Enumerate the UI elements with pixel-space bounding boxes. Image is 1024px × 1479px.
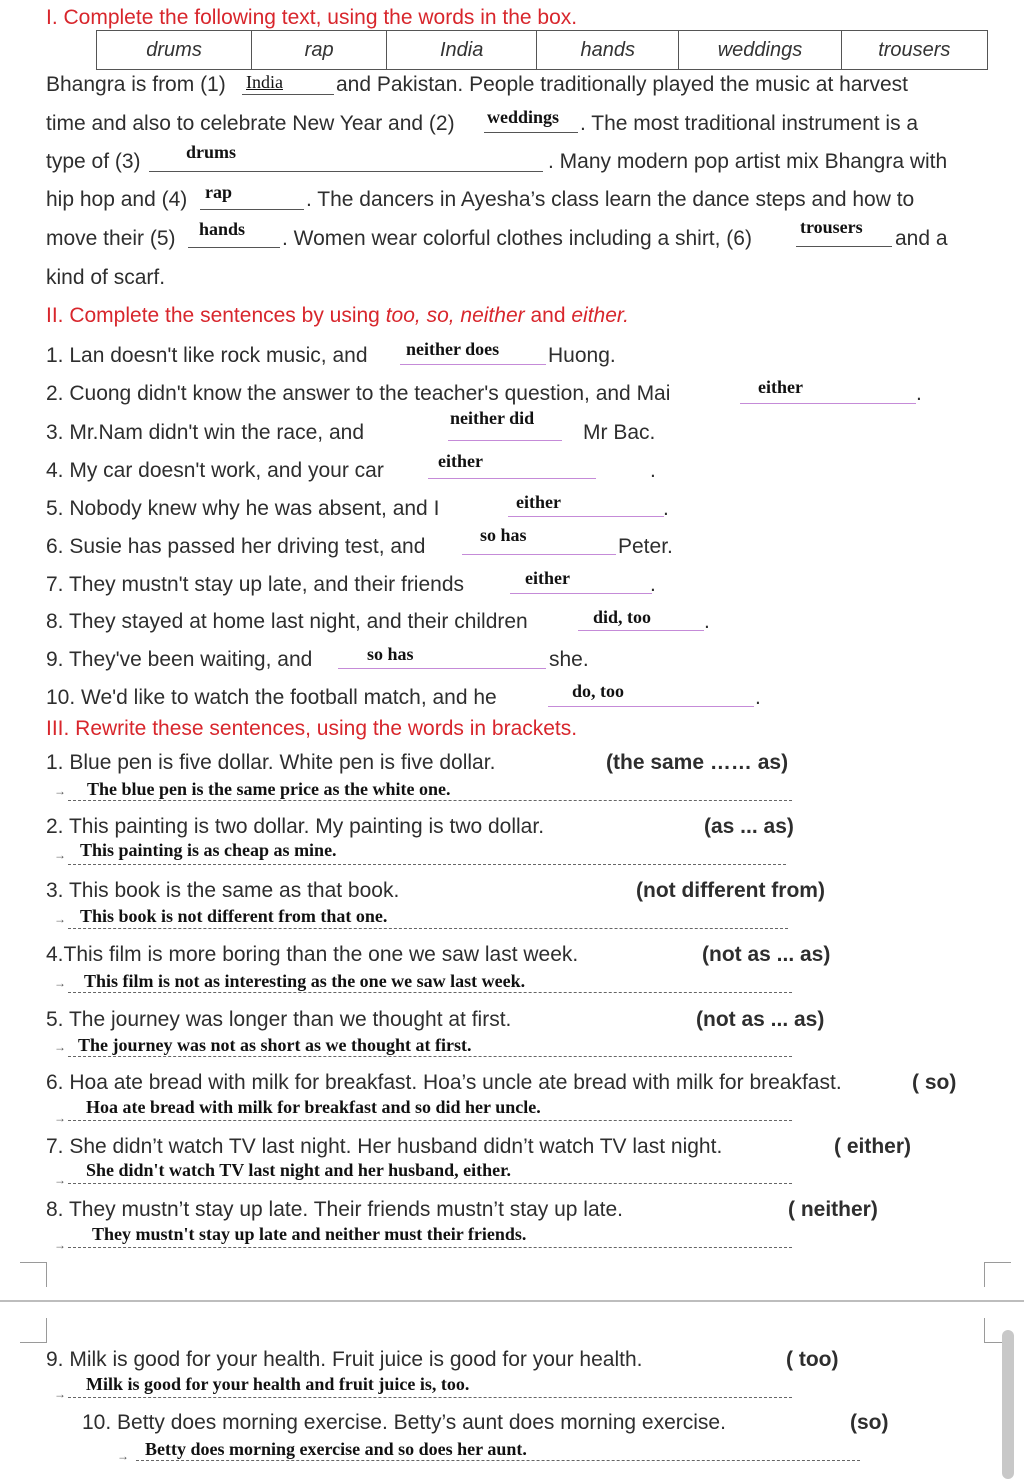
passage-line: . The dancers in Ayesha’s class learn the dance steps and how to	[306, 188, 915, 211]
arrow-icon: →	[54, 1238, 66, 1252]
exercise-item: 9. They've been waiting, and	[46, 648, 313, 671]
arrow-icon: →	[54, 912, 66, 926]
rewrite-answer: This painting is as cheap as mine.	[80, 840, 337, 860]
word-box-item: trousers	[841, 31, 987, 70]
rewrite-question: 6. Hoa ate bread with milk for breakfast. Hoa’s uncle ate bread with milk for breakfast.	[46, 1071, 842, 1094]
blank-line	[740, 403, 916, 404]
blank-line	[484, 132, 578, 133]
passage-line: . The most traditional instrument is a	[580, 112, 919, 135]
scrollbar[interactable]	[1002, 1330, 1014, 1479]
answer-line	[68, 928, 788, 929]
answer-4: rap	[205, 182, 232, 202]
exercise-item: 4. My car doesn't work, and your car	[46, 459, 384, 482]
exercise-item-end: .	[916, 382, 922, 405]
rewrite-hint: (so)	[850, 1411, 889, 1434]
rewrite-hint: (not as ... as)	[702, 943, 831, 966]
rewrite-question: 10. Betty does morning exercise. Betty’s aunt does morning exercise.	[82, 1411, 726, 1434]
word-box-item: India	[387, 31, 537, 70]
page-divider	[0, 1300, 1024, 1302]
blank-line	[149, 171, 543, 172]
blank-line	[200, 209, 304, 210]
rewrite-hint: (not different from)	[636, 879, 825, 902]
exercise-answer: either	[758, 377, 803, 397]
page-corner-mark	[20, 1318, 47, 1343]
arrow-icon: →	[54, 1040, 66, 1054]
blank-line	[400, 364, 546, 365]
answer-line	[68, 1120, 792, 1121]
answer-line	[68, 1183, 792, 1184]
exercise-item: 3. Mr.Nam didn't win the race, and	[46, 421, 364, 444]
rewrite-question: 2. This painting is two dollar. My painting is two dollar.	[46, 815, 545, 838]
exercise-item: 8. They stayed at home last night, and their children	[46, 610, 528, 633]
passage-line: type of (3)	[46, 150, 141, 173]
exercise-answer: do, too	[572, 681, 625, 701]
answer-1: India	[246, 72, 283, 92]
blank-line	[462, 554, 616, 555]
answer-line	[68, 800, 792, 801]
rewrite-question: 4.This film is more boring than the one we saw last week.	[46, 943, 579, 966]
answer-5: hands	[199, 219, 246, 239]
blank-line	[796, 246, 892, 247]
exercise-item: 6. Susie has passed her driving test, and	[46, 535, 426, 558]
passage-line: time and also to celebrate New Year and (2)	[46, 112, 455, 135]
exercise-answer: either	[525, 568, 570, 588]
blank-line	[578, 630, 704, 631]
passage-line: and a	[895, 227, 948, 250]
word-box-item: weddings	[679, 31, 841, 70]
rewrite-answer: Milk is good for your health and fruit juice is, too.	[86, 1374, 470, 1394]
blank-line	[448, 440, 562, 441]
rewrite-question: 9. Milk is good for your health. Fruit juice is good for your health.	[46, 1348, 643, 1371]
exercise-answer: neither does	[406, 339, 500, 359]
rewrite-hint: (as ... as)	[704, 815, 794, 838]
rewrite-hint: ( neither)	[788, 1198, 878, 1221]
rewrite-hint: ( so)	[912, 1071, 957, 1094]
passage-line: kind of scarf.	[46, 266, 166, 289]
rewrite-hint: ( either)	[834, 1135, 912, 1158]
passage-line: Bhangra is from (1)	[46, 73, 226, 96]
blank-line	[508, 516, 664, 517]
answer-line	[68, 1056, 792, 1057]
rewrite-hint: (the same …… as)	[606, 751, 789, 774]
rewrite-question: 3. This book is the same as that book.	[46, 879, 400, 902]
passage-line: move their (5)	[46, 227, 176, 250]
word-box-item: hands	[537, 31, 679, 70]
rewrite-answer: This film is not as interesting as the one we saw last week.	[84, 971, 526, 991]
exercise-item-end: Huong.	[548, 344, 616, 367]
exercise-item: 7. They mustn't stay up late, and their friends	[46, 573, 465, 596]
passage-line: . Many modern pop artist mix Bhangra with	[548, 150, 948, 173]
rewrite-question: 5. The journey was longer than we thought at first.	[46, 1008, 512, 1031]
exercise-item-end: she.	[549, 648, 589, 671]
section-3-heading: III. Rewrite these sentences, using the words in brackets.	[46, 717, 578, 740]
word-box-item: rap	[252, 31, 387, 70]
arrow-icon: →	[54, 1173, 66, 1187]
exercise-answer: did, too	[593, 607, 652, 627]
answer-6: trousers	[800, 217, 863, 237]
arrow-icon: →	[54, 1111, 66, 1125]
exercise-item: 10. We'd like to watch the football match, and he	[46, 686, 497, 709]
exercise-item-end: Mr Bac.	[583, 421, 656, 444]
blank-line	[338, 668, 546, 669]
rewrite-answer: Hoa ate bread with milk for breakfast and so did her uncle.	[86, 1097, 541, 1117]
rewrite-hint: (not as ... as)	[696, 1008, 825, 1031]
exercise-item-end: .	[704, 610, 710, 633]
rewrite-answer: The blue pen is the same price as the white one.	[87, 779, 451, 799]
exercise-answer: neither did	[450, 408, 535, 428]
blank-line	[510, 593, 652, 594]
exercise-answer: either	[516, 492, 561, 512]
rewrite-answer: Betty does morning exercise and so does her aunt.	[145, 1439, 527, 1459]
rewrite-question: 7. She didn’t watch TV last night. Her husband didn’t watch TV last night.	[46, 1135, 723, 1158]
exercise-answer: so has	[367, 644, 414, 664]
section-2-heading: II. Complete the sentences by using too, so, neither and either.	[46, 304, 629, 327]
arrow-icon: →	[54, 1387, 66, 1401]
exercise-item: 5. Nobody knew why he was absent, and I	[46, 497, 440, 520]
exercise-item: 1. Lan doesn't like rock music, and	[46, 344, 368, 367]
rewrite-answer: This book is not different from that one.	[80, 906, 388, 926]
answer-line	[136, 1460, 860, 1461]
word-box-item: drums	[97, 31, 252, 70]
exercise-item-end: .	[650, 573, 656, 596]
answer-line	[68, 864, 786, 865]
arrow-icon: →	[54, 784, 66, 798]
passage-line: and Pakistan. People traditionally played the music at harvest	[336, 73, 908, 96]
answer-line	[68, 1247, 792, 1248]
answer-2: weddings	[487, 107, 560, 127]
exercise-item-end: .	[663, 497, 669, 520]
blank-line	[428, 478, 596, 479]
exercise-answer: either	[438, 451, 483, 471]
exercise-answer: so has	[480, 525, 527, 545]
answer-line	[68, 992, 792, 993]
rewrite-hint: ( too)	[786, 1348, 839, 1371]
passage-line: hip hop and (4)	[46, 188, 188, 211]
word-box	[96, 30, 988, 70]
exercise-item-end: .	[755, 686, 761, 709]
exercise-item-end: Peter.	[618, 535, 673, 558]
blank-line	[242, 94, 334, 95]
blank-line	[188, 247, 280, 248]
rewrite-question: 1. Blue pen is five dollar. White pen is five dollar.	[46, 751, 496, 774]
rewrite-answer: She didn't watch TV last night and her husband, either.	[86, 1160, 511, 1180]
blank-line	[548, 706, 754, 707]
passage-line: . Women wear colorful clothes including a shirt, (6)	[282, 227, 752, 250]
page-corner-mark	[20, 1262, 47, 1287]
rewrite-question: 8. They mustn’t stay up late. Their friends mustn’t stay up late.	[46, 1198, 623, 1221]
answer-3: drums	[186, 142, 237, 162]
answer-line	[68, 1397, 792, 1398]
exercise-item: 2. Cuong didn't know the answer to the teacher's question, and Mai	[46, 382, 671, 405]
page-corner-mark	[984, 1262, 1011, 1287]
section-1-heading: I. Complete the following text, using the words in the box.	[46, 6, 578, 29]
arrow-icon: →	[117, 1449, 129, 1463]
arrow-icon: →	[54, 848, 66, 862]
rewrite-answer: They mustn't stay up late and neither must their friends.	[92, 1224, 527, 1244]
arrow-icon: →	[54, 976, 66, 990]
rewrite-answer: The journey was not as short as we thought at first.	[78, 1035, 472, 1055]
exercise-item-end: .	[650, 459, 656, 482]
